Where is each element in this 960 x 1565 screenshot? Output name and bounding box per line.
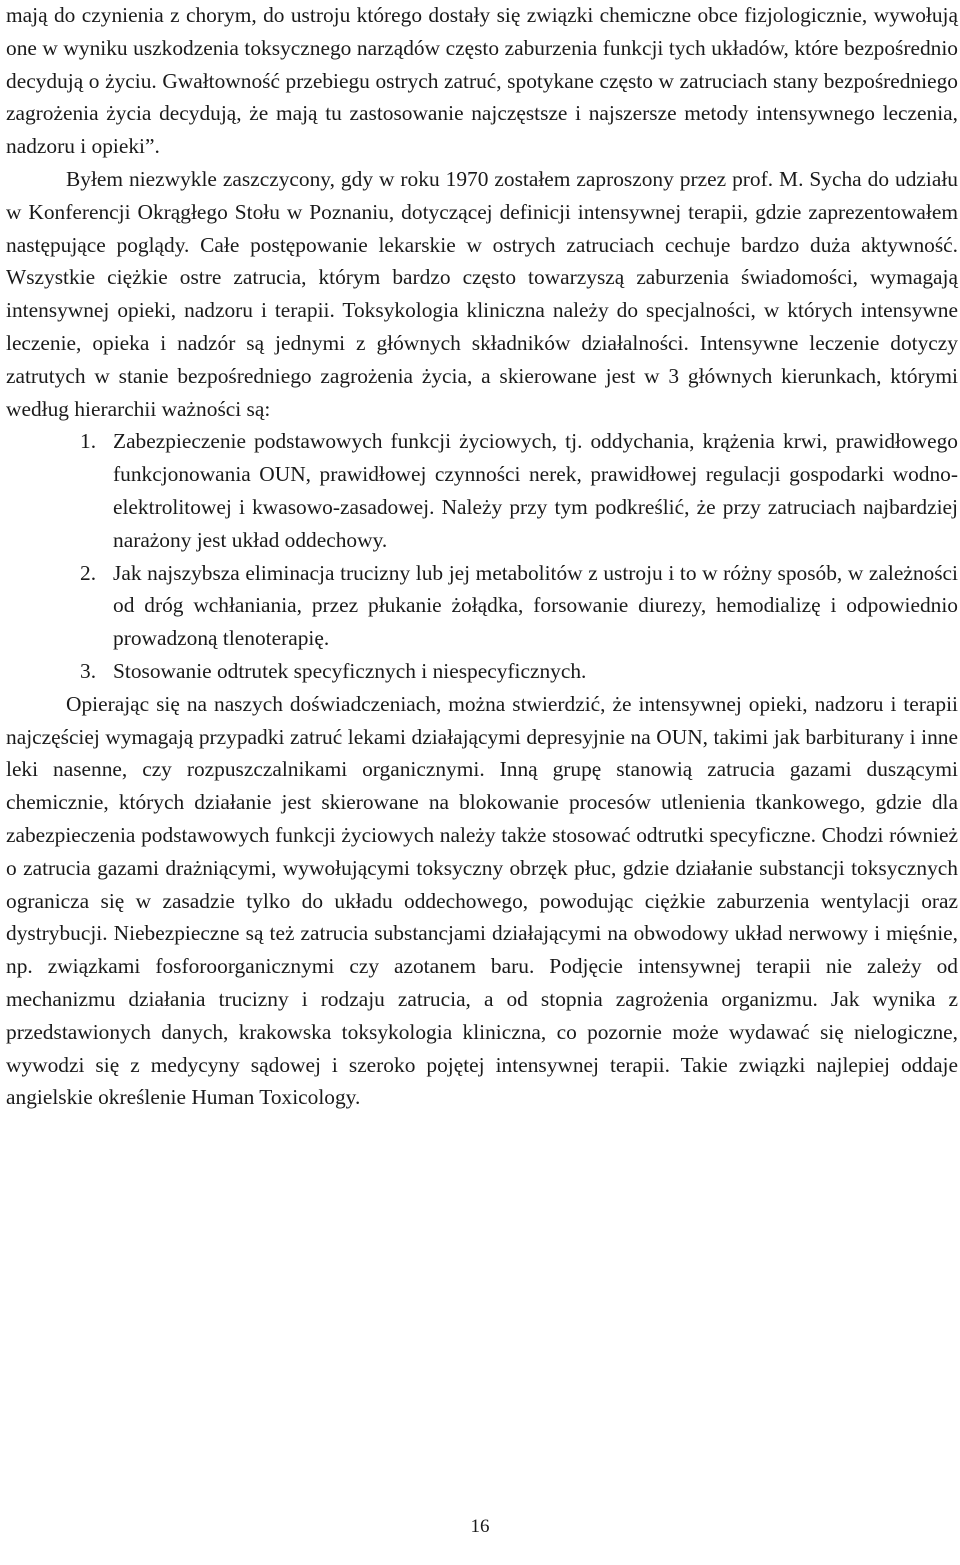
numbered-list [6, 425, 958, 687]
list-item-text: Jak najszybsza eliminacja trucizny lub jej metabolitów z ustroju i to w różny sposób, w zależności od dróg wchłaniania, przez płukanie żołądka, forsowanie diurezy, hemodializę i odpowiednio prowadzoną tlenoterapię. [113, 560, 958, 651]
list-item-number: 3. [80, 658, 97, 683]
page-number: 16 [470, 1516, 490, 1537]
paragraph-conference: Byłem niezwykle zaszczycony, gdy w roku 1970 zostałem zaproszony przez prof. M. Sycha do udziału w Konferencji Okrągłego Stołu w Poznaniu, dotyczącej definicji intensywnej terapii, gdzie zaprezentowałem następujące poglądy. Całe postępowanie lekarskie w ostrych zatruciach cechuje bardzo duża aktywność. Wszystkie ciężkie ostre zatrucia, którym bardzo często towarzyszą zaburzenia świadomości, wymagają intensywnej opieki, nadzoru i terapii. Toksykologia kliniczna należy do specjalności, w których intensywne leczenie, opieka i nadzór są jednymi z głównych składników działalności. Intensywne leczenie dotyczy zatrutych w stanie bezpośredniego zagrożenia życia, a skierowane jest w 3 głównych kierunkach, którymi według hierarchii ważności są: [6, 166, 958, 421]
list-item [6, 557, 958, 655]
paragraph-experience: Opierając się na naszych doświadczeniach, można stwierdzić, że intensywnej opieki, nadzoru i terapii najczęściej wymagają przypadki zatruć lekami działającymi depresyjnie na OUN, takimi jak barbiturany i inne leki nasenne, czy rozpuszczalnikami organicznymi. Inną grupę stanowią zatrucia gazami duszącymi chemicznie, których działanie jest skierowane na blokowanie procesów utlenienia tkankowego, gdzie dla zabezpieczenia podstawowych funkcji życiowych należy także stosować odtrutki specyficzne. Chodzi również o zatrucia gazami drażniącymi, wywołującymi toksyczny obrzęk płuc, gdzie działanie substancji toksycznych ogranicza się w zasadzie tylko do układu oddechowego, powodując ciężkie zaburzenia wentylacji oraz dystrybucji. Niebezpieczne są też zatrucia substancjami działającymi na obwodowy układ nerwowy i mięśnie, np. związkami fosforoorganicznymi czy azotanem baru. Podjęcie intensywnej terapii nie zależy od mechanizmu działania trucizny i rodzaju zatrucia, a od stopnia zagrożenia organizmu. Jak wynika z przedstawionych danych, krakowska toksykologia kliniczna, co pozornie może wydawać się nielogiczne, wywodzi się z medycyny sądowej i szeroko pojętej intensywnej terapii. Takie związki najlepiej oddaje angielskie określenie Human Toxicology. [6, 691, 958, 1110]
document-page [6, 0, 958, 1114]
paragraph-intro: mają do czynienia z chorym, do ustroju którego dostały się związki chemiczne obce fizjologicznie, wywołują one w wyniku uszkodzenia toksycznego narządów często zaburzenia funkcji tych układów, które bezpośrednio decydują o życiu. Gwałtowność przebiegu ostrych zatruć, spotykane często w zatruciach stany bezpośredniego zagrożenia życia decydują, że mają tu zastosowanie najczęstsze i najszersze metody intensywnego leczenia, nadzoru i opieki”. [6, 3, 958, 159]
list-item-number: 2. [80, 560, 97, 585]
list-item [6, 655, 958, 688]
list-item-text: Stosowanie odtrutek specyficznych i niespecyficznych. [113, 658, 587, 683]
list-item-text: Zabezpieczenie podstawowych funkcji życiowych, tj. oddychania, krążenia krwi, prawidłowego funkcjonowania OUN, prawidłowej czynności nerek, prawidłowej regulacji gospodarki wodno-elektrolitowej i kwasowo-zasadowej. Należy przy tym podkreślić, że przy zatruciach najbardziej narażony jest układ oddechowy. [113, 429, 958, 552]
list-item [6, 425, 958, 556]
list-item-number: 1. [80, 429, 97, 454]
